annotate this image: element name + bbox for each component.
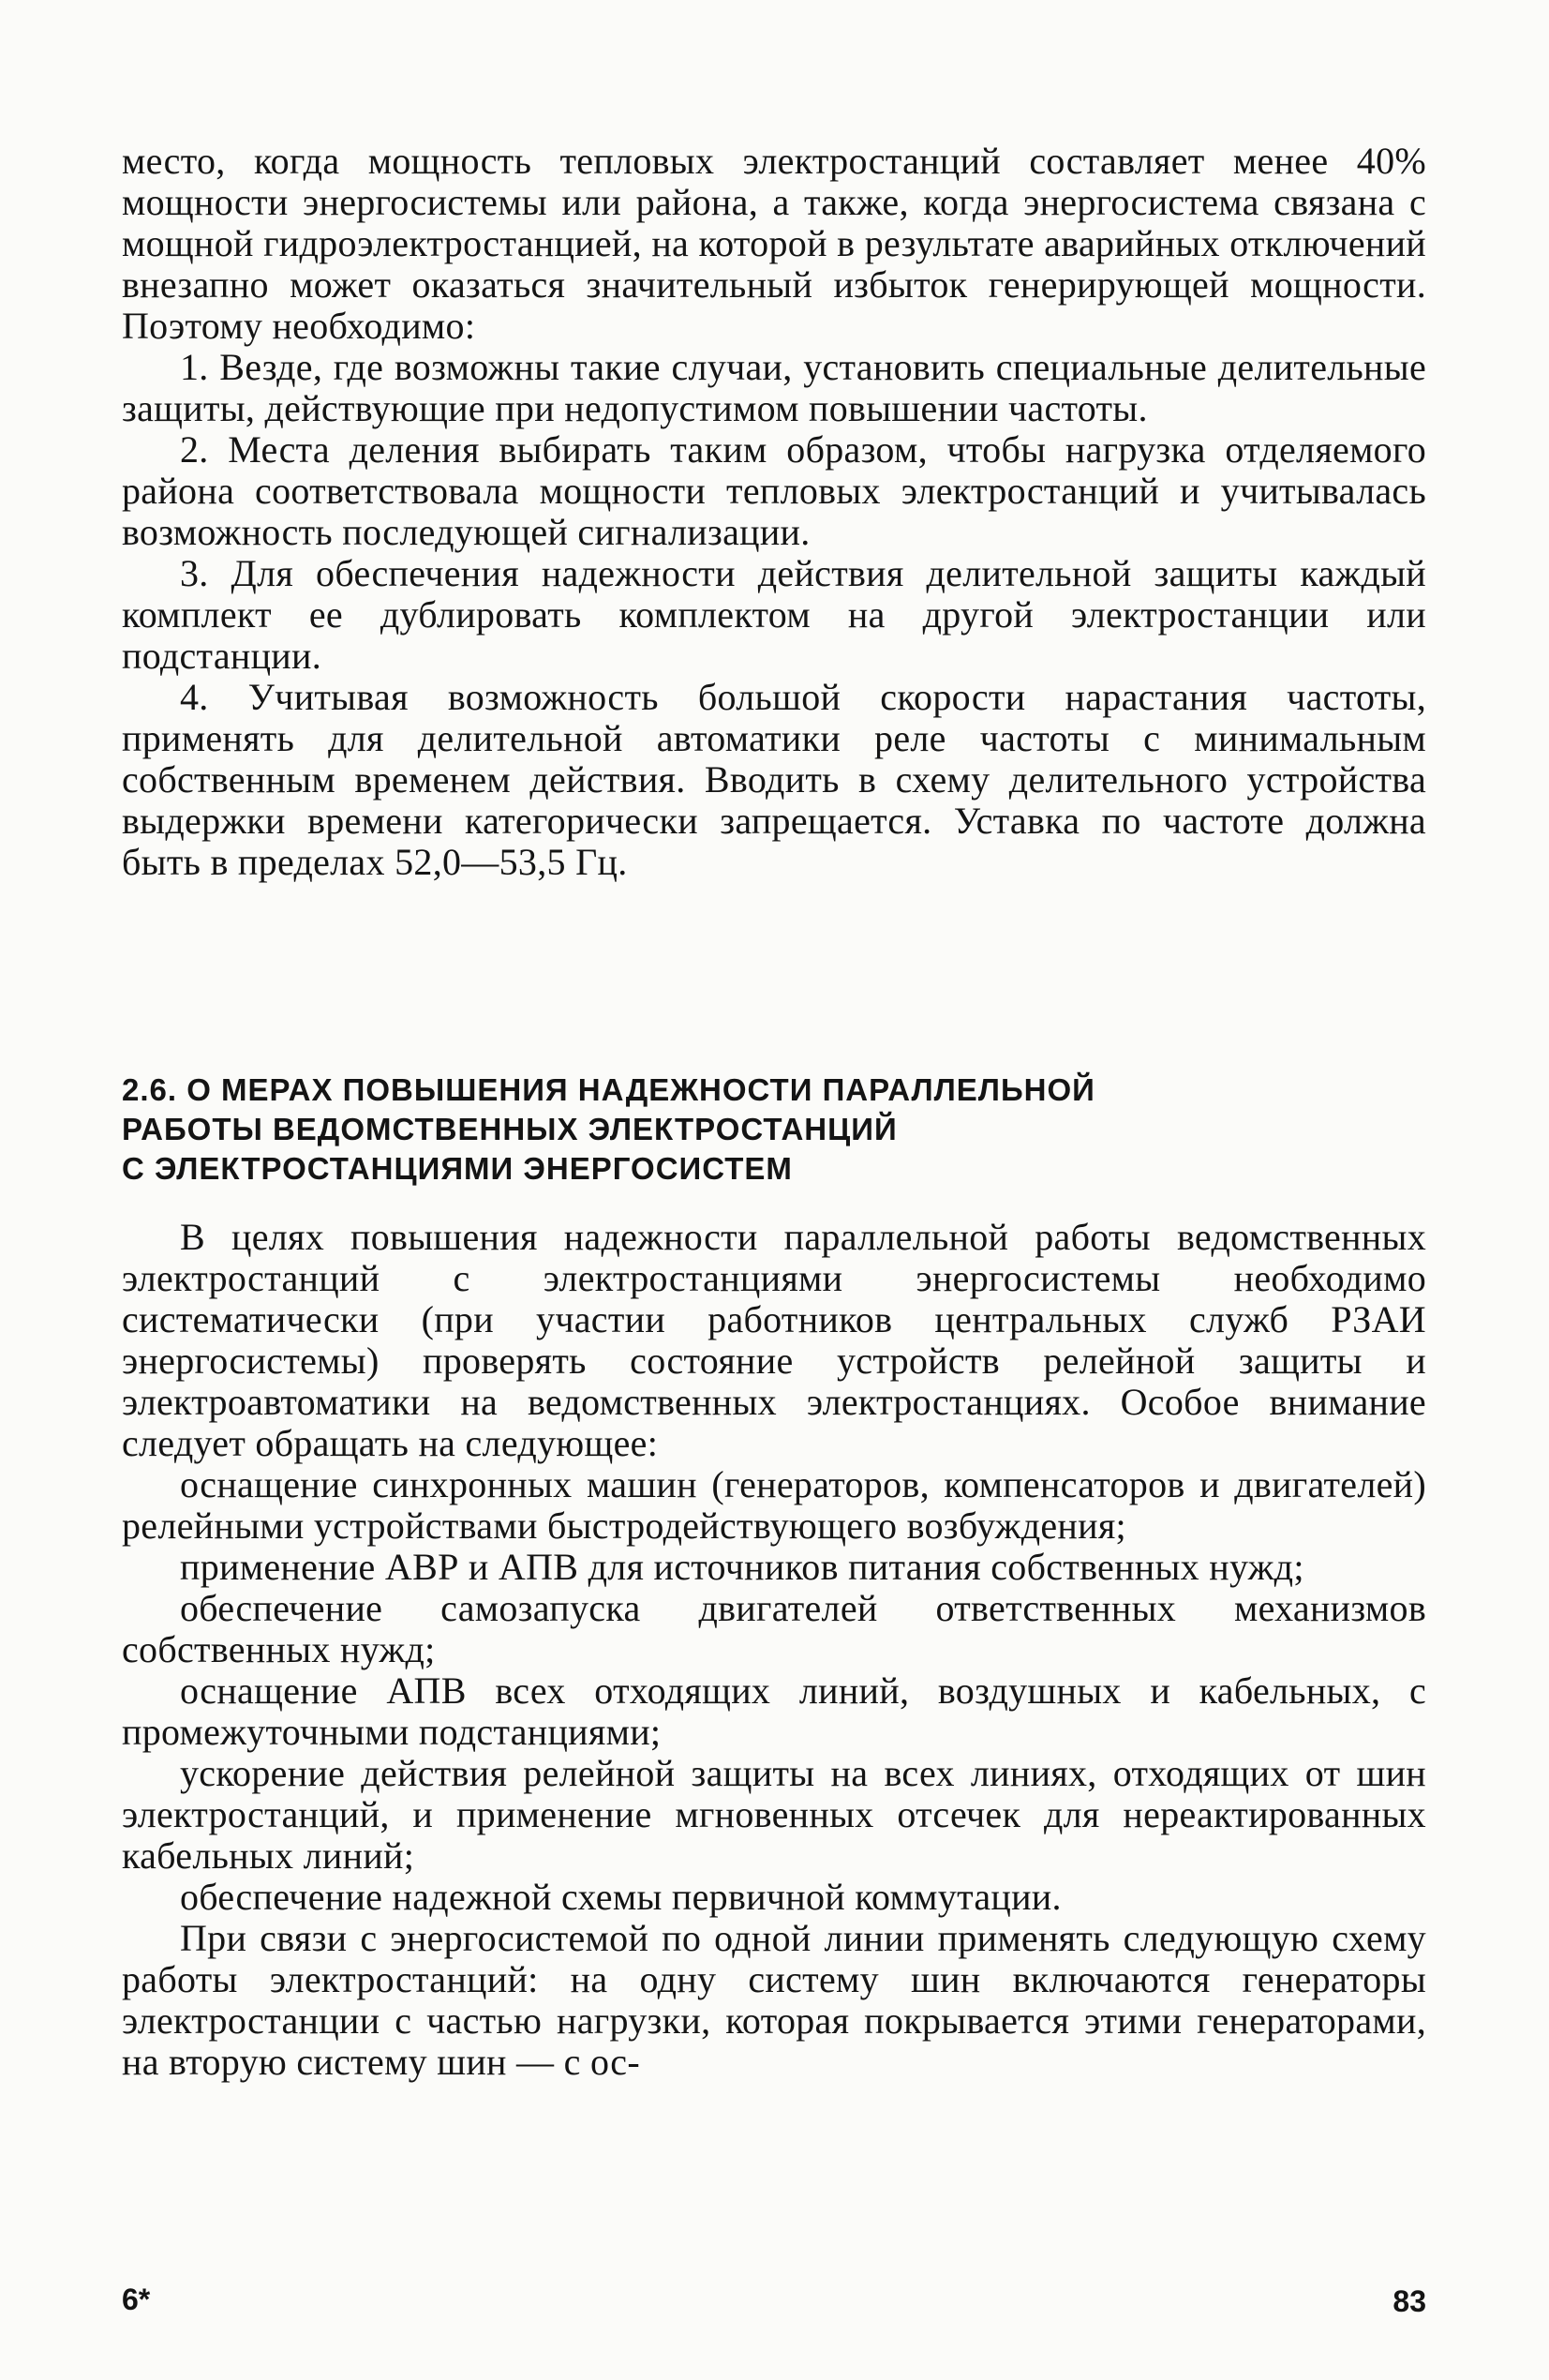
list-item-1: 1. Везде, где возможны такие случаи, установить специальные делительные защиты, действующие при недопустимом повышении частоты.	[122, 346, 1426, 429]
section-heading-line-1: 2.6. О МЕРАХ ПОВЫШЕНИЯ НАДЕЖНОСТИ ПАРАЛЛЕЛЬНОЙ	[122, 1072, 1095, 1107]
list-item-2: 2. Места деления выбирать таким образом, чтобы нагрузка отделяемого района соответствовала мощности тепловых электростанций и учитывалась возможность последующей сигнализации.	[122, 428, 1426, 553]
measure-item: ускорение действия релейной защиты на всех линиях, отходящих от шин электростанций, и применение мгновенных отсечек для нереактированных кабельных линий;	[122, 1752, 1426, 1877]
signature-mark: 6*	[122, 2283, 151, 2316]
page-number: 83	[1393, 2284, 1426, 2318]
intro-paragraph: место, когда мощность тепловых электростанций составляет менее 40% мощности энергосистемы или района, а также, когда энергосистема связана с мощной гидроэлектростанцией, на которой в результате аварийных отключений внезапно может оказаться значительный избыток генерирующей мощности. Поэтому необходимо:	[122, 140, 1426, 347]
measure-item: оснащение синхронных машин (генераторов, компенсаторов и двигателей) релейными устройствами быстродействующего возбуждения;	[122, 1463, 1426, 1547]
section-heading-line-2: РАБОТЫ ВЕДОМСТВЕННЫХ ЭЛЕКТРОСТАНЦИЙ	[122, 1112, 898, 1146]
measure-item: обеспечение надежной схемы первичной коммутации.	[180, 1876, 1062, 1918]
list-item-3: 3. Для обеспечения надежности действия делительной защиты каждый комплект ее дублировать комплектом на другой электростанции или подстанции.	[122, 552, 1426, 677]
section-intro-paragraph: В целях повышения надежности параллельной работы ведомственных электростанций с электростанциями энергосистемы необходимо систематически (при участии работников центральных служб РЗАИ энергосистемы) проверять состояние устройств релейной защиты и электроавтоматики на ведомственных электростанциях. Особое внимание следует обращать на следующее:	[122, 1216, 1426, 1464]
measure-item: оснащение АПВ всех отходящих линий, воздушных и кабельных, с промежуточными подстанциями;	[122, 1669, 1426, 1753]
continued-text-block	[122, 141, 1426, 883]
section-heading-line-3: С ЭЛЕКТРОСТАНЦИЯМИ ЭНЕРГОСИСТЕМ	[122, 1151, 793, 1186]
section-heading	[122, 1070, 1426, 1189]
measure-item: применение АВР и АПВ для источников питания собственных нужд;	[180, 1546, 1304, 1588]
section-body	[122, 1217, 1426, 2083]
list-item-4: 4. Учитывая возможность большой скорости нарастания частоты, применять для делительной автоматики реле частоты с минимальным собственным временем действия. Вводить в схему делительного устройства выдержки времени категорически запрещается. Уставка по частоте должна быть в пределах 52,0—53,5 Гц.	[122, 676, 1426, 883]
measure-item: обеспечение самозапуска двигателей ответственных механизмов собственных нужд;	[122, 1587, 1426, 1670]
closing-paragraph: При связи с энергосистемой по одной линии применять следующую схему работы электростанций: на одну систему шин включаются генераторы электростанции с частью нагрузки, которая покрывается этими генераторами, на вторую систему шин — с ос-	[122, 1917, 1426, 2083]
